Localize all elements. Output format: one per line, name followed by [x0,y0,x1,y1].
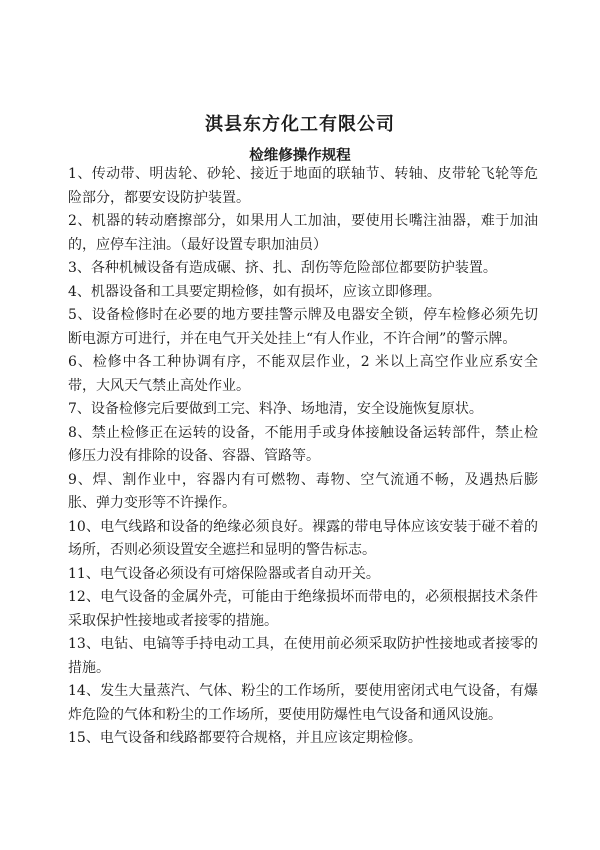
rule-item: 5、设备检修时在必要的地方要挂警示牌及电器安全锁，停车检修必须先切断电源方可进行，并在电气开关处挂上“有人作业，不许合闸”的警示牌。 [68,307,538,347]
rule-item: 15、电气设备和线路都要符合规格，并且应该定期检修。 [68,730,422,746]
rule-item: 11、电气设备必须设有可熔保险器或者自动开关。 [68,565,380,582]
rules-list [68,163,538,751]
rule-item: 6、检修中各工种协调有序，不能双层作业，2 米以上高空作业应系安全带，大风天气禁止高处作业。 [68,354,538,394]
rule-item: 13、电钻、电镐等手持电动工具，在使用前必须采取防护性接地或者接零的措施。 [68,636,538,676]
document-title: 检维修操作规程 [249,148,351,164]
rule-item: 8、禁止检修正在运转的设备，不能用手或身体接触设备运转部件，禁止检修压力没有排除的设备、容器、管路等。 [68,424,538,464]
rule-item: 14、发生大量蒸汽、气体、粉尘的工作场所，要使用密闭式电气设备，有爆炸危险的气体和粉尘的工作场所，要使用防爆性电气设备和通风设施。 [68,683,538,723]
rule-item: 1、传动带、明齿轮、砂轮、接近于地面的联轴节、转轴、皮带轮飞轮等危险部分，都要安设防护装置。 [68,166,538,206]
company-name: 淇县东方化工有限公司 [205,114,395,135]
rule-item: 9、焊、割作业中，容器内有可燃物、毒物、空气流通不畅，及遇热后膨胀、弹力变形等不许操作。 [68,471,538,511]
rule-item: 2、机器的转动磨擦部分，如果用人工加油，要使用长嘴注油器，难于加油的，应停车注油。（最好设置专职加油员） [68,213,538,253]
rule-item: 12、电气设备的金属外壳，可能由于绝缘损坏而带电的，必须根据技术条件采取保护性接地或者接零的措施。 [68,589,538,629]
rule-item: 10、电气线路和设备的绝缘必须良好。裸露的带电导体应该安装于碰不着的场所，否则必须设置安全遮拦和显明的警告标志。 [68,518,538,558]
rule-item: 7、设备检修完后要做到工完、料净、场地清，安全设施恢复原状。 [68,401,483,417]
rule-item: 4、机器设备和工具要定期检修，如有损坏，应该立即修理。 [68,283,441,300]
rule-item: 3、各种机械设备有造成碾、挤、扎、刮伤等危险部位都要防护装置。 [68,260,497,276]
